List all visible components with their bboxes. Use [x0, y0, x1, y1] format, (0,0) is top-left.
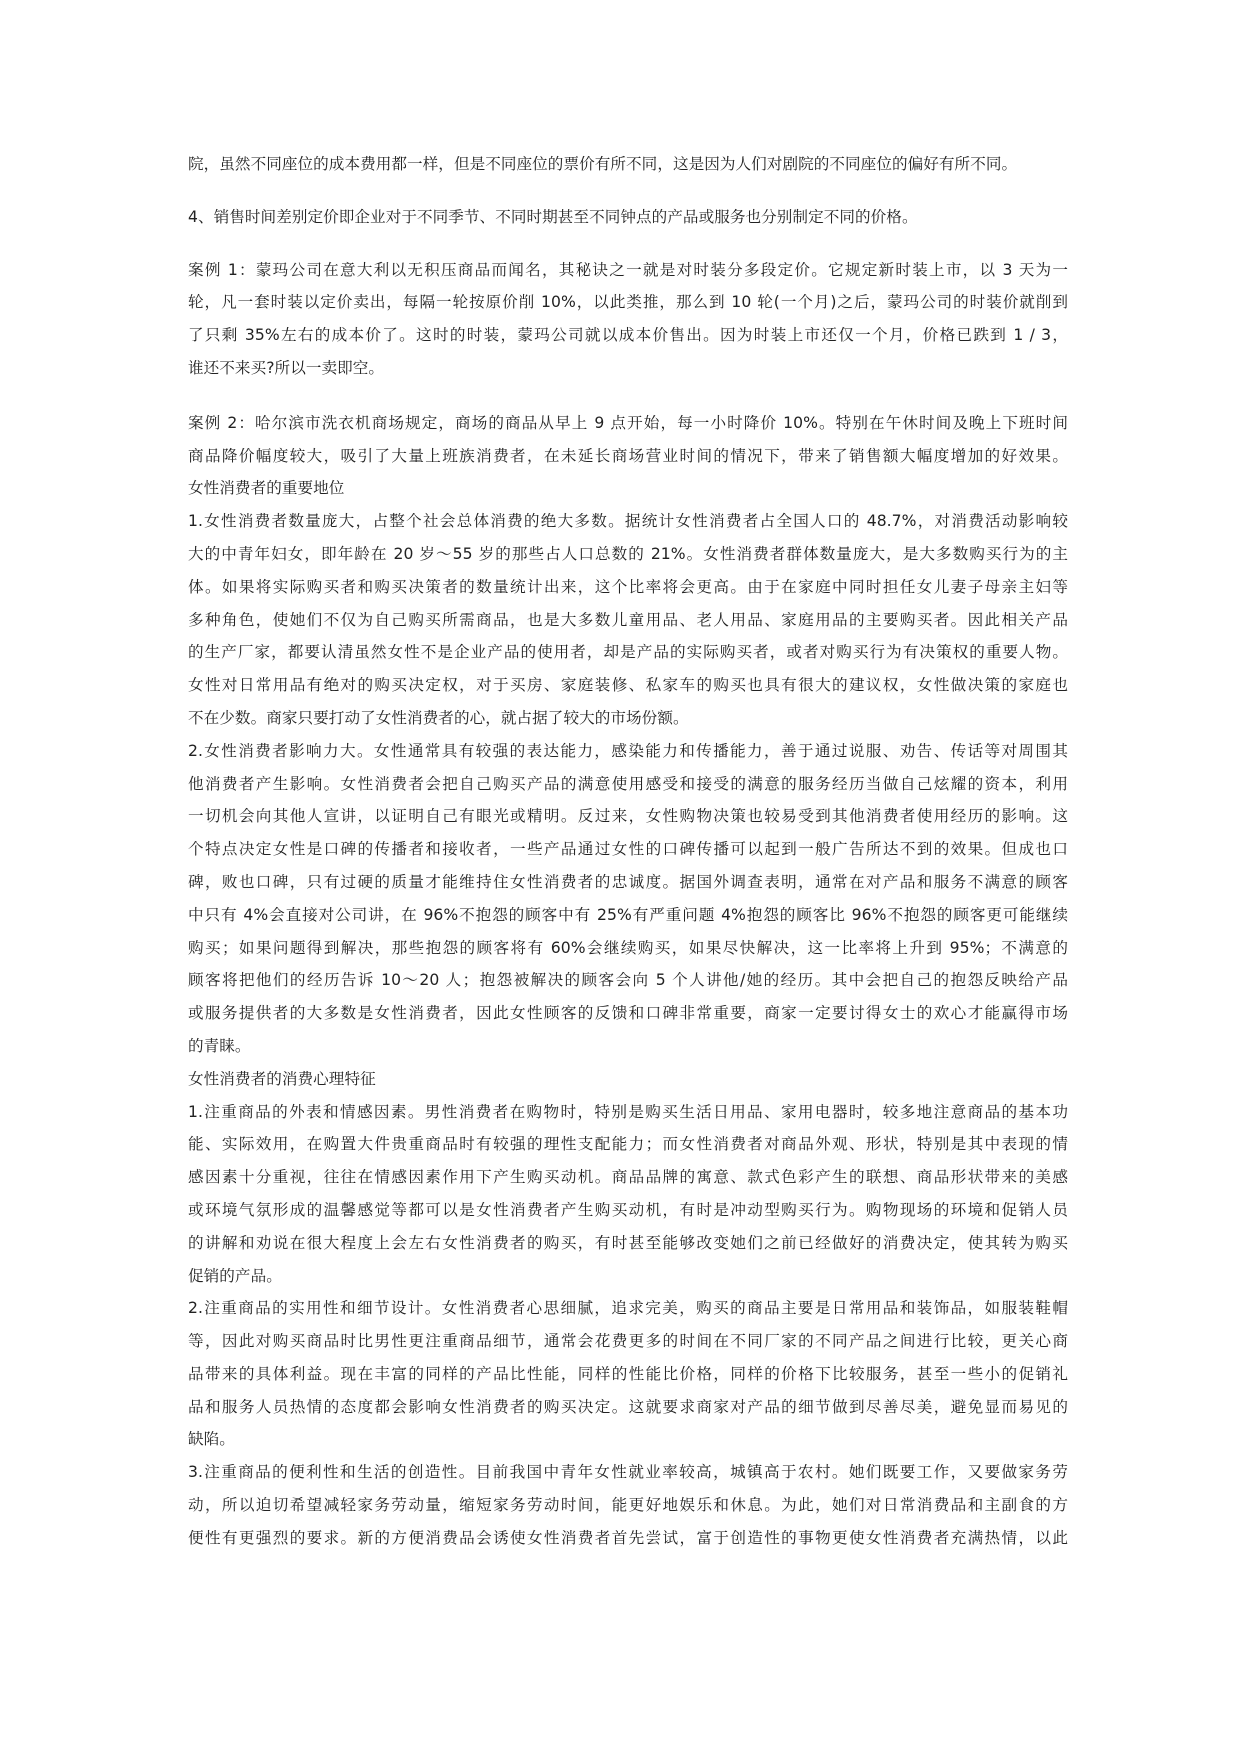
paragraph-case-2 — [188, 407, 1068, 473]
text-line: 2.女性消费者影响力大。女性通常具有较强的表达能力，感染能力和传播能力，善于通过说服、劝告、传话等对周围其 — [188, 741, 1068, 760]
text-line: 1.注重商品的外表和情感因素。男性消费者在购物时，特别是购买生活日用品、家用电器时，较多地注意商品的基本功 — [188, 1102, 1068, 1121]
text-line: 案例 1：蒙玛公司在意大利以无积压商品而闻名，其秘诀之一就是对时装分多段定价。它规定新时装上市，以 3 天为一 — [188, 260, 1068, 279]
text-line: 1.女性消费者数量庞大，占整个社会总体消费的绝大多数。据统计女性消费者占全国人口的 48.7%，对消费活动影响较 — [188, 512, 1068, 531]
text-line: 院，虽然不同座位的成本费用都一样，但是不同座位的票价有所不同，这是因为人们对剧院的不同座位的偏好有所不同。 — [188, 155, 1018, 173]
text-line: 谁还不来买?所以一卖即空。 — [188, 358, 385, 377]
text-line: 或服务提供者的大多数是女性消费者，因此女性顾客的反馈和口碑非常重要，商家一定要讨得女士的欢心才能赢得市场 — [188, 1004, 1068, 1023]
text-line: 一切机会向其他人宣讲，以证明自己有眼光或精明。反过来，女性购物决策也较易受到其他消费者使用经历的影响。这 — [188, 807, 1068, 826]
text-line: 商品降价幅度较大，吸引了大量上班族消费者，在未延长商场营业时间的情况下，带来了销售额大幅度增加的好效果。 — [188, 446, 1068, 465]
document-page — [188, 148, 1068, 1555]
text-line: 多种角色，使她们不仅为自己购买所需商品，也是大多数儿童用品、老人用品、家庭用品的主要购买者。因此相关产品 — [188, 610, 1068, 629]
text-line: 能、实际效用，在购置大件贵重商品时有较强的理性支配能力；而女性消费者对商品外观、形状，特别是其中表现的情 — [188, 1135, 1068, 1154]
text-line: 不在少数。商家只要打动了女性消费者的心，就占据了较大的市场份额。 — [188, 708, 689, 727]
text-line: 2.注重商品的实用性和细节设计。女性消费者心思细腻，追求完美，购买的商品主要是日常用品和装饰品，如服装鞋帽 — [188, 1299, 1068, 1318]
text-line: 中只有 4%会直接对公司讲，在 96%不抱怨的顾客中有 25%有严重问题 4%抱怨的顾客比 96%不抱怨的顾客更可能继续 — [188, 905, 1068, 924]
section-heading-importance: 女性消费者的重要地位 — [188, 479, 345, 498]
text-line: 女性对日常用品有绝对的购买决定权，对于买房、家庭装修、私家车的购买也具有很大的建议权，女性做决策的家庭也 — [188, 676, 1068, 695]
text-line: 个特点决定女性是口碑的传播者和接收者，一些产品通过女性的口碑传播可以起到一般广告所达不到的效果。但成也口 — [188, 840, 1068, 859]
text-line: 或环境气氛形成的温馨感觉等都可以是女性消费者产生购买动机，有时是冲动型购买行为。购物现场的环境和促销人员 — [188, 1200, 1068, 1219]
text-line: 感因素十分重视，往往在情感因素作用下产生购买动机。商品品牌的寓意、款式色彩产生的联想、商品形状带来的美感 — [188, 1168, 1068, 1187]
paragraph-psychology — [188, 1096, 1068, 1555]
text-line: 的青睐。 — [188, 1036, 251, 1055]
text-line: 购买；如果问题得到解决，那些抱怨的顾客将有 60%会继续购买，如果尽快解决，这一比率将上升到 95%；不满意的 — [188, 938, 1068, 957]
text-line: 3.注重商品的便利性和生活的创造性。目前我国中青年女性就业率较高，城镇高于农村。她们既要工作，又要做家务劳 — [188, 1463, 1068, 1482]
text-line: 体。如果将实际购买者和购买决策者的数量统计出来，这个比率将会更高。由于在家庭中同时担任女儿妻子母亲主妇等 — [188, 577, 1068, 596]
text-line: 顾客将把他们的经历告诉 10～20 人；抱怨被解决的顾客会向 5 个人讲他/她的经历。其中会把自己的抱怨反映给产品 — [188, 971, 1068, 990]
text-line: 动，所以迫切希望减轻家务劳动量，缩短家务劳动时间，能更好地娱乐和休息。为此，她们对日常消费品和主副食的方 — [188, 1496, 1068, 1515]
text-line: 促销的产品。 — [188, 1266, 282, 1285]
paragraph-case-1 — [188, 254, 1068, 385]
text-line: 的讲解和劝说在很大程度上会左右女性消费者的购买，有时甚至能够改变她们之前已经做好的消费决定，使其转为购买 — [188, 1233, 1068, 1252]
text-line: 等，因此对购买商品时比男性更注重商品细节，通常会花费更多的时间在不同厂家的不同产品之间进行比较，更关心商 — [188, 1332, 1068, 1351]
text-line: 碑，败也口碑，只有过硬的质量才能维持住女性消费者的忠诚度。据国外调查表明，通常在对产品和服务不满意的顾客 — [188, 872, 1068, 891]
text-line: 缺陷。 — [188, 1430, 235, 1449]
text-line: 他消费者产生影响。女性消费者会把自己购买产品的满意使用感受和接受的满意的服务经历当做自己炫耀的资本，利用 — [188, 774, 1068, 793]
paragraph-point-4 — [188, 201, 1068, 234]
section-heading-psychology: 女性消费者的消费心理特征 — [188, 1069, 376, 1088]
text-line: 4、销售时间差别定价即企业对于不同季节、不同时期甚至不同钟点的产品或服务也分别制定不同的价格。 — [188, 207, 918, 226]
paragraph-intro — [188, 148, 1068, 181]
paragraph-importance — [188, 505, 1068, 1063]
text-line: 大的中青年妇女，即年龄在 20 岁～55 岁的那些占人口总数的 21%。女性消费者群体数量庞大，是大多数购买行为的主 — [188, 544, 1068, 563]
text-line: 轮，凡一套时装以定价卖出，每隔一轮按原价削 10%，以此类推，那么到 10 轮(一个月)之后，蒙玛公司的时装价就削到 — [188, 293, 1068, 312]
text-line: 品和服务人员热情的态度都会影响女性消费者的购买决定。这就要求商家对产品的细节做到尽善尽美，避免显而易见的 — [188, 1397, 1068, 1416]
text-line: 便性有更强烈的要求。新的方便消费品会诱使女性消费者首先尝试，富于创造性的事物更使女性消费者充满热情，以此 — [188, 1528, 1068, 1547]
text-line: 品带来的具体利益。现在丰富的同样的产品比性能，同样的性能比价格，同样的价格下比较服务，甚至一些小的促销礼 — [188, 1364, 1068, 1383]
text-line: 的生产厂家，都要认清虽然女性不是企业产品的使用者，却是产品的实际购买者，或者对购买行为有决策权的重要人物。 — [188, 643, 1068, 662]
text-line: 案例 2：哈尔滨市洗衣机商场规定，商场的商品从早上 9 点开始，每一小时降价 10%。特别在午休时间及晚上下班时间 — [188, 413, 1068, 432]
text-line: 了只剩 35%左右的成本价了。这时的时装，蒙玛公司就以成本价售出。因为时装上市还仅一个月，价格已跌到 1 / 3， — [188, 326, 1068, 345]
